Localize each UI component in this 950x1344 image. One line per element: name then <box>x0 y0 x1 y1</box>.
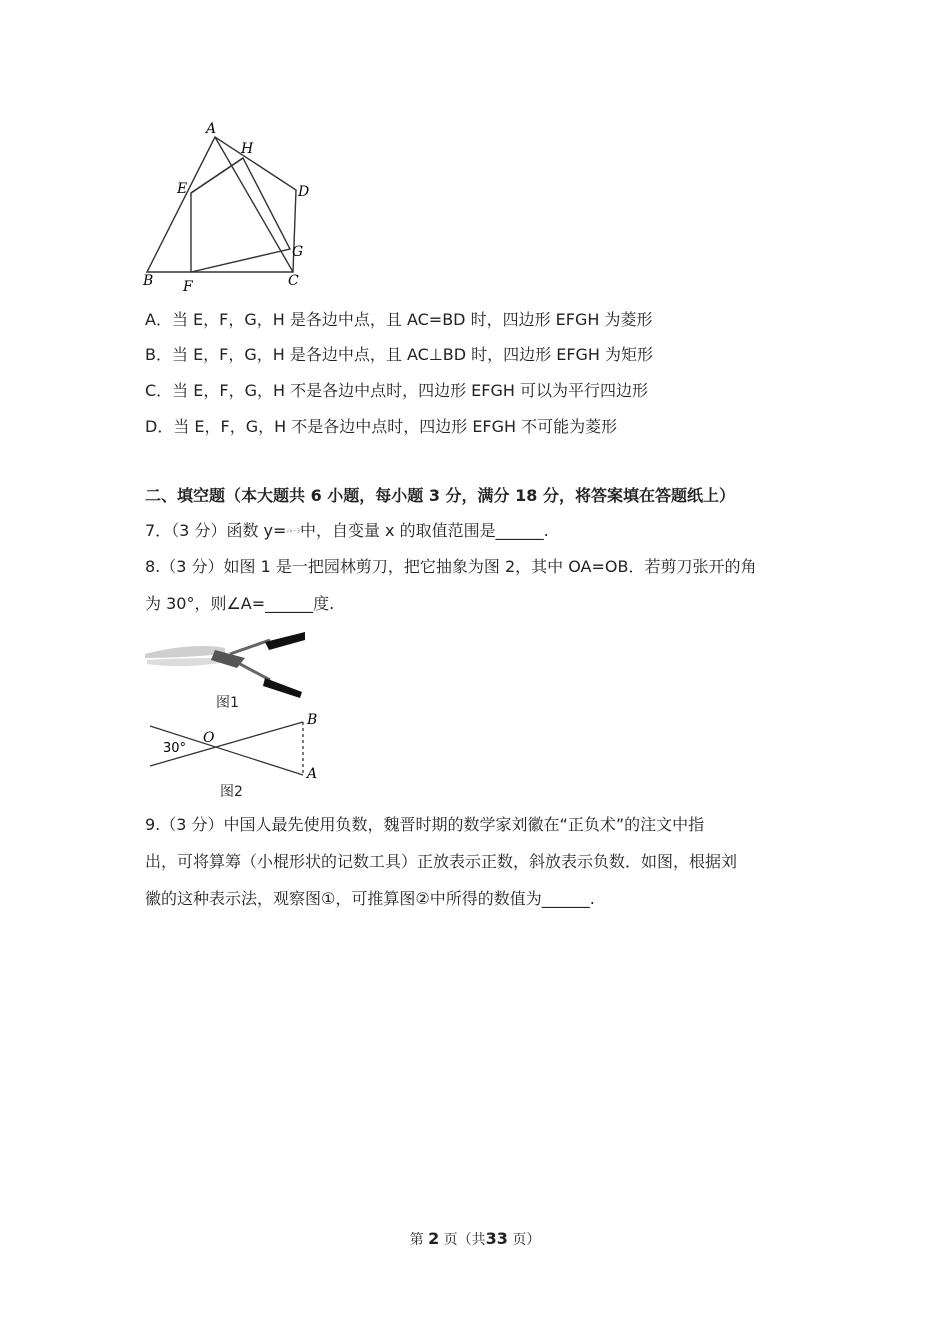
question-8-line-1: 8.（3 分）如图 1 是一把园林剪刀，把它抽象为图 2，其中 OA=OB．若剪刀张开的角 <box>145 557 757 576</box>
quad-abcd <box>147 137 296 272</box>
figure-2-caption: 图2 <box>220 784 243 800</box>
label-g: G <box>292 244 304 260</box>
label-b2: B <box>307 712 318 728</box>
question-8-line-2: 为 30°，则∠A=______度. <box>145 594 335 613</box>
scissor-handle-lower-grip <box>263 678 302 698</box>
label-e: E <box>177 181 188 197</box>
angle-30-label: 30° <box>163 741 187 756</box>
footer-pre: 第 <box>409 1232 424 1248</box>
scissor-handle-upper-grip <box>265 632 305 650</box>
figure-1-caption: 图1 <box>216 695 239 711</box>
quadrilateral-figure <box>135 115 335 300</box>
label-f: F <box>183 279 193 295</box>
quad-efgh <box>191 158 290 272</box>
option-b: B．当 E，F，G，H 是各边中点，且 AC⊥BD 时，四边形 EFGH 为矩形 <box>145 345 654 364</box>
q7-fraction: √x−3 <box>286 528 300 535</box>
footer-post: 页） <box>512 1232 541 1248</box>
scissors-photo <box>145 628 310 698</box>
page-footer <box>0 1229 950 1249</box>
footer-mid: 页（共 <box>443 1232 486 1248</box>
section-title: 二、填空题（本大题共 6 小题，每小题 3 分，满分 18 分，将答案填在答题纸上） <box>145 486 735 505</box>
label-a2: A <box>307 766 318 782</box>
line-ac <box>215 137 293 272</box>
label-c: C <box>288 273 299 289</box>
option-c: C．当 E，F，G，H 不是各边中点时，四边形 EFGH 可以为平行四边形 <box>145 381 649 400</box>
scissors-diagram <box>145 708 325 783</box>
label-b: B <box>143 273 154 289</box>
option-a: A．当 E，F，G，H 是各边中点，且 AC=BD 时，四边形 EFGH 为菱形 <box>145 310 653 329</box>
footer-total-pages: 33 <box>485 1229 508 1248</box>
q7-suffix: 中，自变量 x 的取值范围是______. <box>299 521 549 540</box>
question-7 <box>145 521 549 542</box>
label-h: H <box>241 141 254 157</box>
footer-page-number: 2 <box>428 1229 440 1248</box>
option-d: D．当 E，F，G，H 不是各边中点时，四边形 EFGH 不可能为菱形 <box>145 417 618 436</box>
question-9-line-1: 9.（3 分）中国人最先使用负数，魏晋时期的数学家刘徽在“正负术”的注文中指 <box>145 815 705 834</box>
scissor-handle-upper-shaft <box>230 640 270 654</box>
scissor-handle-lower-shaft <box>240 664 270 680</box>
label-o: O <box>203 730 215 746</box>
question-9-line-3: 徽的这种表示法，观察图①，可推算图②中所得的数值为______. <box>145 889 595 908</box>
label-d: D <box>298 184 310 200</box>
label-a: A <box>206 121 217 137</box>
question-9-line-2: 出，可将算筹（小棍形状的记数工具）正放表示正数，斜放表示负数．如图，根据刘 <box>145 852 738 871</box>
q7-prefix: 7．（3 分）函数 y= <box>145 521 287 540</box>
